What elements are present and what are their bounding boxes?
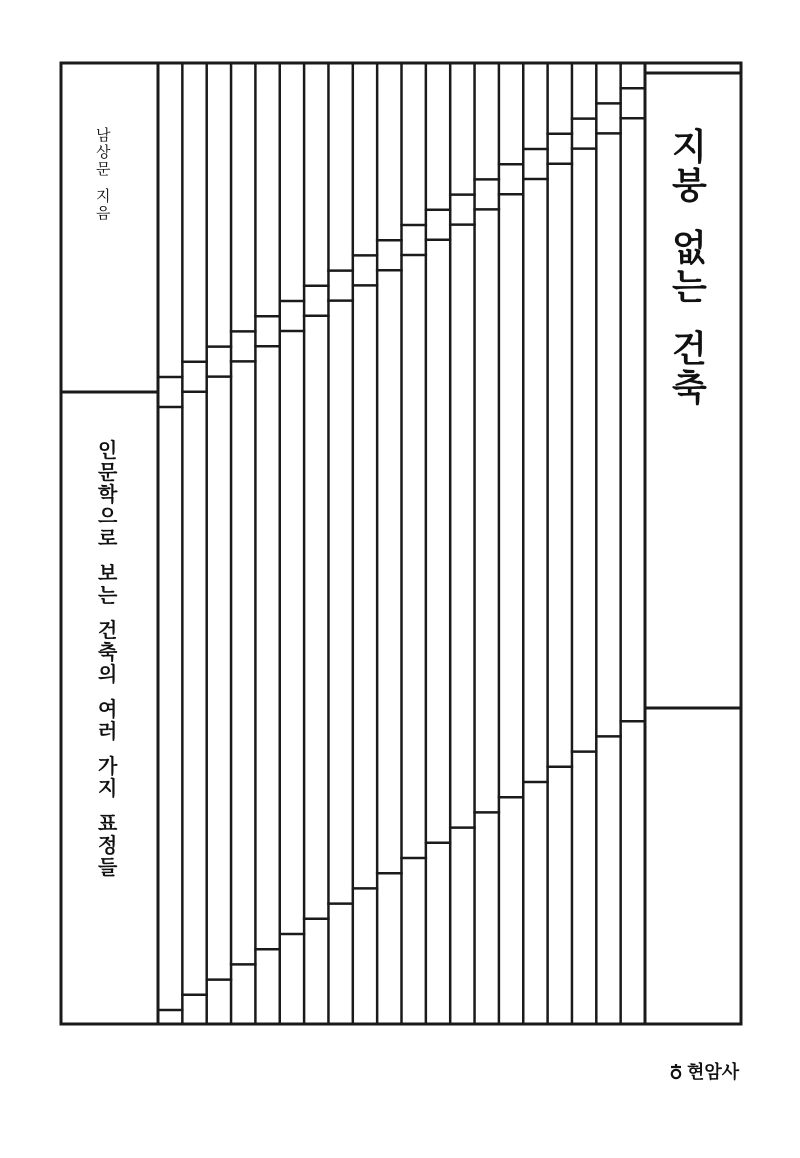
vertical-char: 들 <box>98 855 118 879</box>
vertical-char: 인 <box>98 438 118 462</box>
author-label <box>96 128 111 223</box>
vertical-char: 는 <box>672 266 707 308</box>
vertical-char: 문 <box>98 460 118 484</box>
vertical-char: 건 <box>672 328 707 370</box>
vertical-char: 건 <box>98 618 118 642</box>
vertical-char: 보 <box>98 561 118 585</box>
vertical-char: 지 <box>98 776 118 800</box>
publisher-logo-icon <box>668 1062 684 1080</box>
vertical-char: 정 <box>98 833 118 857</box>
vertical-char: 는 <box>98 583 118 607</box>
vertical-char: 축 <box>672 367 707 409</box>
vertical-char: 남 <box>96 126 111 144</box>
vertical-char: 학 <box>98 482 118 506</box>
vertical-char: 상 <box>96 143 111 161</box>
vertical-char: 으 <box>98 504 118 528</box>
vertical-char: 로 <box>98 526 118 550</box>
vertical-char: 없 <box>672 227 707 269</box>
vertical-char: 의 <box>98 662 118 686</box>
vertical-char: 음 <box>96 204 111 223</box>
vertical-char: 문 <box>96 160 111 178</box>
vertical-char: 지 <box>96 187 111 206</box>
vertical-char: 붕 <box>672 166 707 207</box>
vertical-char: 축 <box>98 640 118 664</box>
vertical-char: 여 <box>98 697 118 721</box>
publisher-name: 현암사 <box>687 1062 740 1083</box>
subtitle-label <box>98 440 117 879</box>
publisher-imprint <box>668 1058 739 1084</box>
vertical-char: 지 <box>672 127 707 168</box>
vertical-char: 러 <box>98 719 118 743</box>
book-title <box>672 127 707 410</box>
vertical-char: 가 <box>98 754 118 778</box>
vertical-char: 표 <box>98 811 118 835</box>
